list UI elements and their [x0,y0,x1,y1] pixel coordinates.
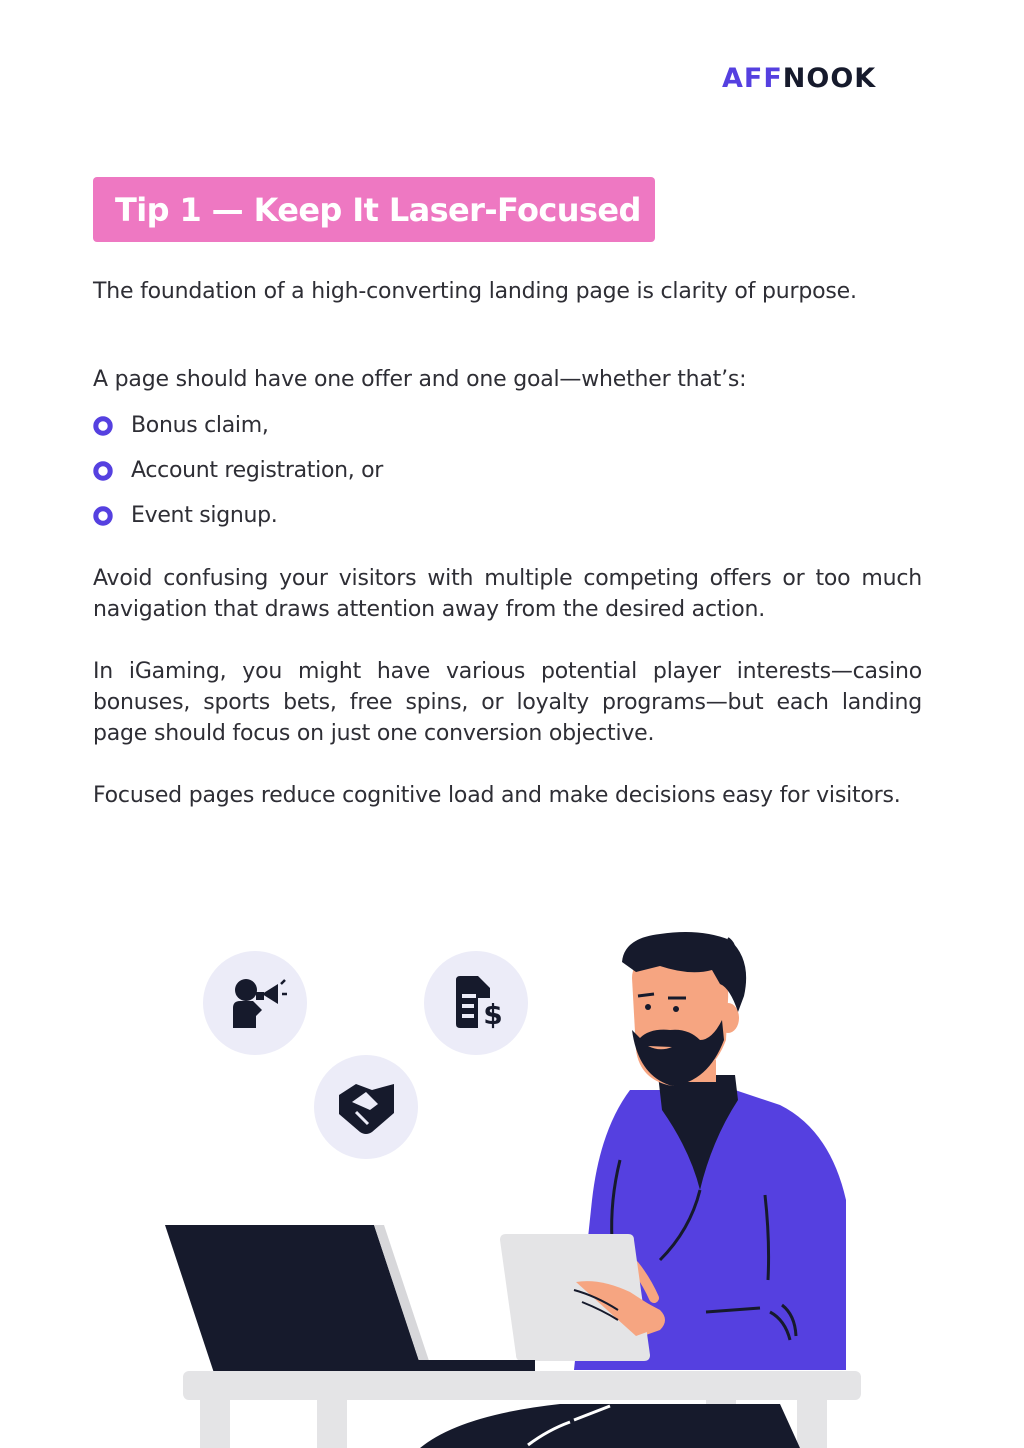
tip-title-banner: Tip 1 — Keep It Laser-Focused [93,177,655,242]
bullet-ring-icon [93,461,113,481]
svg-text:$: $ [483,998,503,1031]
handshake-icon [314,1055,418,1159]
laptop [165,1225,535,1376]
avoid-paragraph: Avoid confusing your visitors with multiple competing offers or too much navigation that draws attention away from the desired action. [93,566,922,622]
list-item [93,453,383,498]
logo-part-nook: NOOK [782,62,877,94]
illustration-man-at-laptop [0,900,1024,1448]
user-megaphone-icon [203,951,307,1055]
brand-logo [722,60,922,96]
list-item-label: Bonus claim, [131,413,269,438]
goal-lead-paragraph: A page should have one offer and one goal—whether that’s: [93,367,747,392]
focused-paragraph: Focused pages reduce cognitive load and make decisions easy for visitors. [93,783,901,808]
invoice-dollar-icon [424,951,528,1055]
list-item-label: Event signup. [131,503,278,528]
intro-paragraph: The foundation of a high-converting landing page is clarity of purpose. [93,279,857,304]
bullet-ring-icon [93,416,113,436]
list-item [93,498,383,543]
igaming-paragraph: In iGaming, you might have various potential player interests—casino bonuses, sports bets, free spins, or loyalty programs—but each landing page should focus on just one conversion objective. [93,659,922,746]
goal-list [93,408,383,543]
list-item-label: Account registration, or [131,458,384,483]
list-item [93,408,383,453]
bullet-ring-icon [93,506,113,526]
logo-part-aff: AFF [722,62,783,94]
